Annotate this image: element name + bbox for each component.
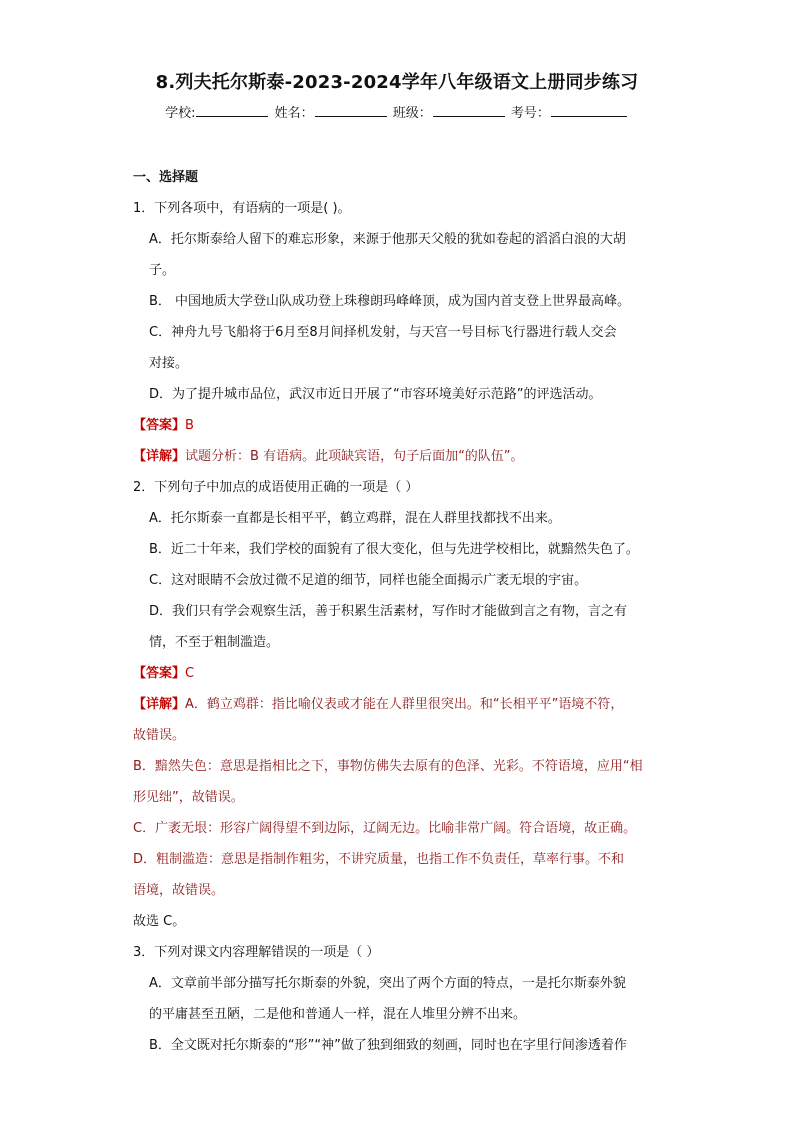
- q1-option-c-cont: 对接。: [149, 356, 189, 371]
- q2-detail-line: 语境，故错误。: [133, 883, 225, 898]
- school-blank: [196, 102, 268, 117]
- q2-detail-line: B．黯然失色：意思是指相比之下，事物仿佛失去原有的色泽、光彩。不符语境，应用“相: [133, 759, 643, 774]
- answer-tag: 【答案】: [133, 418, 186, 433]
- q1-detail: [133, 441, 665, 472]
- answer-value: B: [185, 418, 194, 433]
- class-blank: [433, 102, 505, 117]
- q2-detail-line: D．粗制滥造：意思是指制作粗劣，不讲究质量，也指工作不负责任，草率行事。不和: [133, 852, 625, 867]
- q2-option-b: B．近二十年来，我们学校的面貌有了很大变化，但与先进学校相比，就黯然失色了。: [149, 542, 639, 557]
- q1-option-a: A．托尔斯泰给人留下的难忘形象，来源于他那天父般的犹如卷起的滔滔白浪的大胡: [149, 232, 626, 247]
- q2-option-a: A．托尔斯泰一直都是长相平平，鹤立鸡群，混在人群里找都找不出来。: [149, 511, 561, 526]
- q3-option-b: B．全文既对托尔斯泰的“形”“神”做了独到细致的刻画，同时也在字里行间渗透着作: [149, 1038, 627, 1053]
- q1-option-a-cont: 子。: [149, 263, 176, 278]
- q1-option-c: C．神舟九号飞船将于6月至8月间择机发射，与天宫一号目标飞行器进行载人交会: [149, 325, 617, 340]
- student-info-line: [0, 102, 794, 121]
- class-label: 班级：: [392, 106, 432, 121]
- detail-tag: 【详解】: [133, 697, 186, 712]
- q3-option-a: A．文章前半部分描写托尔斯泰的外貌，突出了两个方面的特点，一是托尔斯泰外貌: [149, 976, 626, 991]
- q2-option-c: C．这对眼睛不会放过微不足道的细节，同样也能全面揭示广袤无垠的宇宙。: [149, 573, 588, 588]
- q2-option-d: D．我们只有学会观察生活，善于积累生活素材，写作时才能做到言之有物，言之有: [149, 604, 628, 619]
- q1-answer: [133, 410, 665, 441]
- q3-option-a-cont: 的平庸甚至丑陋，二是他和普通人一样，混在人堆里分辨不出来。: [149, 1007, 527, 1022]
- answer-value: C: [185, 666, 195, 681]
- question-content: [133, 162, 665, 1061]
- section-heading: 一、选择题: [133, 170, 199, 185]
- detail-text: A．鹤立鸡群：指比喻仪表或才能在人群里很突出。和“长相平平”语境不符，: [185, 697, 624, 712]
- q2-option-d-cont: 情，不至于粗制滥造。: [149, 635, 280, 650]
- question-1-stem: 1．下列各项中，有语病的一项是( )。: [133, 201, 351, 216]
- exam-number-label: 考号：: [510, 106, 550, 121]
- q2-answer: [133, 658, 665, 689]
- answer-tag: 【答案】: [133, 666, 186, 681]
- exam-number-blank: [551, 102, 627, 117]
- document-title: 8.列夫托尔斯泰-2023-2024学年八年级语文上册同步练习: [155, 72, 639, 93]
- q2-detail-line: C．广袤无垠：形容广阔得望不到边际，辽阔无边。比喻非常广阔。符合语境，故正确。: [133, 821, 637, 836]
- q1-option-b: B． 中国地质大学登山队成功登上珠穆朗玛峰峰顶，成为国内首支登上世界最高峰。: [149, 294, 631, 309]
- detail-tag: 【详解】: [133, 449, 186, 464]
- name-blank: [315, 102, 387, 117]
- detail-text: 试题分析：B 有语病。此项缺宾语，句子后面加“的队伍”。: [185, 449, 524, 464]
- q2-detail: [133, 689, 665, 720]
- q1-option-d: D．为了提升城市品位，武汉市近日开展了“市容环境美好示范路”的评选活动。: [149, 387, 602, 402]
- question-3-stem: 3．下列对课文内容理解错误的一项是（ ）: [133, 945, 380, 960]
- question-2-stem: 2．下列句子中加点的成语使用正确的一项是（ ）: [133, 480, 419, 495]
- q2-conclusion: 故选 C。: [133, 914, 186, 929]
- q2-detail-line: 形见绌”，故错误。: [133, 790, 244, 805]
- q2-detail-line: 故错误。: [133, 728, 186, 743]
- school-label: 学校:: [165, 106, 196, 121]
- name-label: 姓名：: [274, 106, 314, 121]
